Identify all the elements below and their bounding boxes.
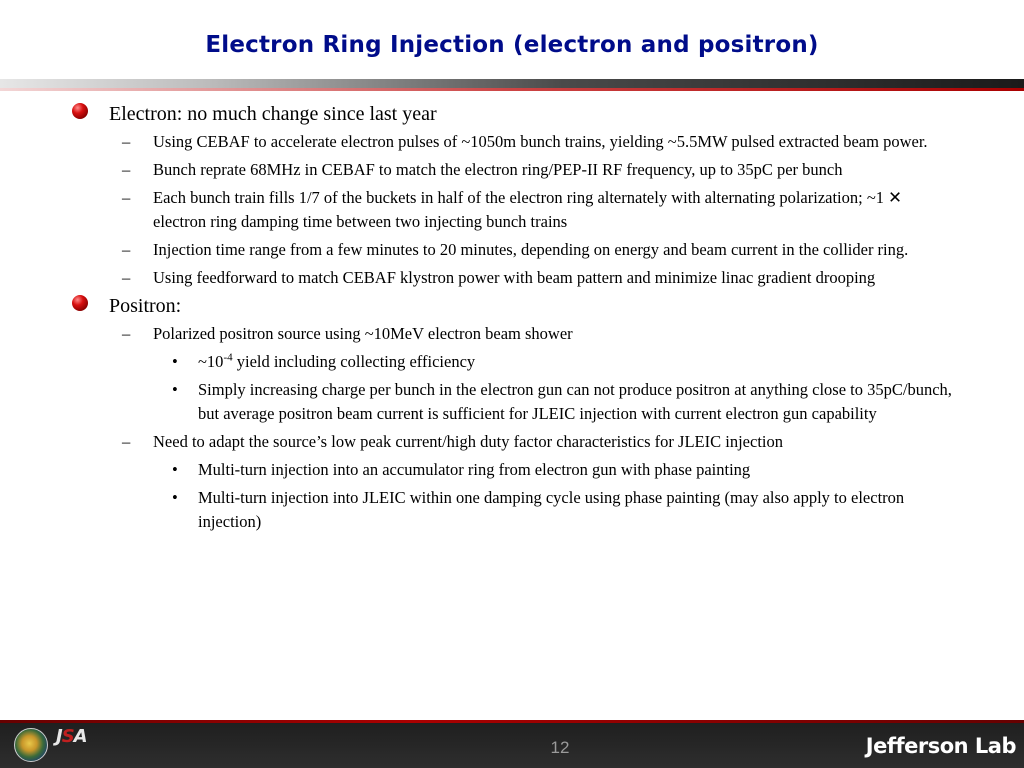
dash-bullet-icon: – (122, 160, 131, 179)
page-number: 12 (550, 738, 570, 757)
sub-list-item (70, 458, 960, 482)
list-item (70, 130, 960, 154)
list-item (70, 186, 960, 234)
section-heading: Electron: no much change since last year (109, 103, 437, 125)
section-heading: Positron: (109, 295, 182, 317)
jefferson-lab-logo: Jefferson Lab (865, 734, 1016, 758)
title-divider-accent (0, 88, 1024, 91)
section-positron (70, 294, 960, 318)
jsa-logo (56, 726, 87, 747)
jsa-logo-letter: A (73, 726, 87, 747)
dot-bullet-icon: • (172, 380, 178, 399)
sub-list-item (70, 350, 960, 374)
dot-bullet-icon: • (172, 352, 178, 371)
dot-bullet-icon: • (172, 488, 178, 507)
dash-bullet-icon: – (122, 132, 131, 151)
dot-bullet-icon: • (172, 460, 178, 479)
jsa-logo-letter: S (61, 726, 74, 747)
slide-body (70, 102, 960, 538)
red-sphere-bullet-icon (72, 295, 88, 311)
dash-bullet-icon: – (122, 268, 131, 287)
sub-item-text: ~10 (198, 352, 224, 371)
list-item (70, 238, 960, 262)
section-electron (70, 102, 960, 126)
list-item (70, 322, 960, 346)
red-sphere-bullet-icon (72, 103, 88, 119)
dash-bullet-icon: – (122, 432, 131, 451)
sub-item-text: Simply increasing charge per bunch in the electron gun can not produce positron at anything close to 35pC/bunch, but average positron beam current is sufficient for JLEIC injection with current electron gun capability (198, 380, 952, 423)
sub-item-text-tail: yield including collecting efficiency (232, 352, 476, 371)
sub-list-item (70, 486, 960, 534)
list-item-text: Need to adapt the source’s low peak current/high duty factor characteristics for JLEIC injection (153, 432, 783, 451)
list-item (70, 266, 960, 290)
list-item (70, 430, 960, 454)
slide-title: Electron Ring Injection (electron and positron) (205, 32, 819, 58)
list-item (70, 158, 960, 182)
list-item-text: Bunch reprate 68MHz in CEBAF to match the electron ring/PEP-II RF frequency, up to 35pC per bunch (153, 160, 843, 179)
sub-item-text: Multi-turn injection into an accumulator ring from electron gun with phase painting (198, 460, 751, 479)
list-item-text: Each bunch train fills 1/7 of the buckets in half of the electron ring alternately with alternating polarization; ~1 ✕ electron ring damping time between two injecting bunch trains (153, 188, 907, 231)
dash-bullet-icon: – (122, 188, 131, 207)
jsa-logo-letter: J (56, 726, 62, 747)
footer-accent-line (0, 720, 1024, 723)
dash-bullet-icon: – (122, 324, 131, 343)
sub-item-text: Multi-turn injection into JLEIC within one damping cycle using phase painting (may also apply to electron injection) (198, 488, 905, 531)
list-item-text: Polarized positron source using ~10MeV electron beam shower (153, 324, 573, 343)
sub-list-item (70, 378, 960, 426)
list-item-text: Using CEBAF to accelerate electron pulses of ~1050m bunch trains, yielding ~5.5MW pulsed extracted beam power. (153, 132, 928, 151)
dash-bullet-icon: – (122, 240, 131, 259)
exponent: -4 (223, 351, 233, 364)
list-item-text: Injection time range from a few minutes to 20 minutes, depending on energy and beam current in the collider ring. (153, 240, 909, 259)
doe-seal-logo (14, 728, 48, 762)
list-item-text: Using feedforward to match CEBAF klystron power with beam pattern and minimize linac gradient drooping (153, 268, 876, 287)
title-area (0, 0, 1024, 78)
